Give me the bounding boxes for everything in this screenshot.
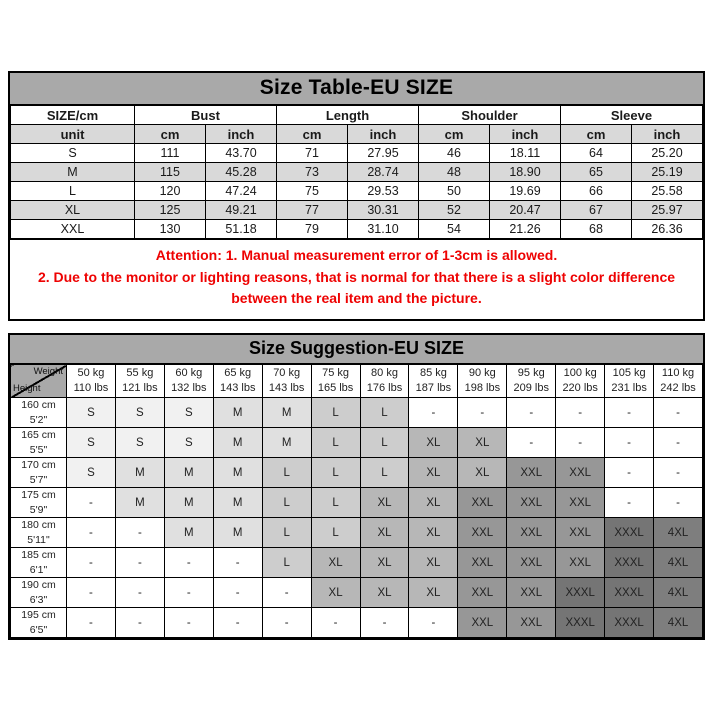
height-row-165cm — [11, 428, 703, 458]
height-label — [11, 488, 67, 518]
suggested-size-cell: - — [507, 398, 556, 428]
suggested-size-cell: L — [262, 458, 311, 488]
size-table — [10, 105, 703, 239]
suggested-size-cell: - — [67, 488, 116, 518]
height-cm: 180 cm — [21, 519, 56, 532]
height-cm: 175 cm — [21, 489, 56, 502]
suggested-size-cell: XXL — [556, 518, 605, 548]
weight-header-row — [11, 365, 703, 398]
suggested-size-cell: M — [213, 518, 262, 548]
measurement-cell: 65 — [561, 163, 632, 182]
suggested-size-cell: L — [311, 488, 360, 518]
size-label: M — [11, 163, 135, 182]
sleeve-header: Sleeve — [561, 106, 703, 125]
unit-cm: cm — [419, 125, 490, 144]
weight-height-corner — [11, 365, 67, 398]
weight-kg: 110 kg — [661, 367, 695, 380]
suggested-size-cell: - — [654, 488, 703, 518]
suggested-size-cell: XXL — [507, 488, 556, 518]
weight-header-cell — [654, 365, 703, 398]
suggested-size-cell: L — [311, 458, 360, 488]
measurement-cell: 54 — [419, 220, 490, 239]
suggested-size-cell: XXL — [458, 548, 507, 578]
suggested-size-cell: M — [164, 518, 213, 548]
suggested-size-cell: M — [115, 488, 164, 518]
height-row-195cm — [11, 608, 703, 638]
weight-lbs: 220 lbs — [562, 382, 598, 395]
measurement-cell: 25.20 — [632, 144, 703, 163]
suggested-size-cell: M — [164, 458, 213, 488]
weight-header-cell — [115, 365, 164, 398]
measurement-cell: 47.24 — [206, 182, 277, 201]
weight-lbs: 176 lbs — [366, 382, 403, 395]
attention-line-2: 2. Due to the monitor or lighting reasons, that is normal for that there is a slight color difference — [37, 268, 676, 285]
height-cm: 160 cm — [21, 399, 56, 412]
suggested-size-cell: XXL — [556, 458, 605, 488]
height-cm: 190 cm — [21, 579, 56, 592]
weight-kg: 65 kg — [224, 367, 252, 380]
suggested-size-cell: - — [654, 428, 703, 458]
height-row-180cm — [11, 518, 703, 548]
unit-inch: inch — [206, 125, 277, 144]
suggested-size-cell: XXL — [458, 488, 507, 518]
height-ft: 5'11" — [27, 533, 50, 546]
height-ft: 6'3" — [29, 593, 48, 606]
height-ft: 6'5" — [29, 623, 48, 636]
weight-header-cell — [213, 365, 262, 398]
size-suggestion-block — [8, 333, 705, 640]
unit-label: unit — [11, 125, 135, 144]
suggested-size-cell: - — [115, 608, 164, 638]
measurement-cell: 125 — [135, 201, 206, 220]
suggested-size-cell: S — [164, 398, 213, 428]
height-label — [11, 398, 67, 428]
attention-line-1: Attention: 1. Manual measurement error of 1-3cm is allowed. — [155, 247, 558, 263]
weight-lbs: 165 lbs — [317, 382, 354, 395]
suggested-size-cell: XL — [360, 578, 409, 608]
suggested-size-cell: XXL — [507, 518, 556, 548]
suggested-size-cell: - — [409, 398, 458, 428]
suggested-size-cell: - — [164, 578, 213, 608]
suggested-size-cell: M — [213, 458, 262, 488]
suggested-size-cell: M — [262, 428, 311, 458]
weight-header-cell — [262, 365, 311, 398]
weight-header-cell — [311, 365, 360, 398]
suggested-size-cell: - — [605, 398, 654, 428]
height-row-160cm — [11, 398, 703, 428]
measurement-cell: 18.11 — [490, 144, 561, 163]
attention-line-3: between the real item and the picture. — [231, 290, 482, 307]
measurement-cell: 130 — [135, 220, 206, 239]
weight-header-cell — [458, 365, 507, 398]
suggested-size-cell: M — [213, 488, 262, 518]
suggested-size-cell: XXXL — [556, 608, 605, 638]
height-ft: 5'5" — [29, 443, 48, 456]
measurement-cell: 26.36 — [632, 220, 703, 239]
suggested-size-cell: XL — [409, 488, 458, 518]
suggested-size-cell: XL — [311, 548, 360, 578]
weight-header-cell — [556, 365, 605, 398]
height-cm: 195 cm — [21, 609, 56, 622]
measurement-cell: 25.97 — [632, 201, 703, 220]
suggested-size-cell: - — [67, 518, 116, 548]
weight-kg: 75 kg — [322, 367, 350, 380]
size-row-xl — [11, 201, 703, 220]
height-ft: 5'9" — [29, 503, 48, 516]
suggested-size-cell: 4XL — [654, 518, 703, 548]
suggested-size-cell: L — [262, 488, 311, 518]
suggested-size-cell: L — [311, 518, 360, 548]
suggested-size-cell: 4XL — [654, 608, 703, 638]
weight-kg: 100 kg — [563, 367, 597, 380]
measurement-cell: 66 — [561, 182, 632, 201]
unit-inch: inch — [490, 125, 561, 144]
suggested-size-cell: XL — [409, 518, 458, 548]
suggested-size-cell: - — [262, 608, 311, 638]
measurement-cell: 120 — [135, 182, 206, 201]
height-row-170cm — [11, 458, 703, 488]
height-cm: 165 cm — [21, 429, 56, 442]
measurement-cell: 52 — [419, 201, 490, 220]
suggested-size-cell: L — [311, 398, 360, 428]
size-row-l — [11, 182, 703, 201]
size-suggestion-table — [10, 364, 703, 638]
size-table-block — [8, 71, 705, 321]
corner-height-label: Height — [13, 383, 41, 395]
measurement-cell: 28.74 — [348, 163, 419, 182]
measurement-cell: 51.18 — [206, 220, 277, 239]
attention-note — [10, 239, 703, 319]
weight-lbs: 198 lbs — [464, 382, 501, 395]
suggested-size-cell: XXXL — [605, 578, 654, 608]
suggested-size-cell: XXL — [507, 578, 556, 608]
suggested-size-cell: - — [67, 548, 116, 578]
unit-inch: inch — [348, 125, 419, 144]
size-table-title: Size Table-EU SIZE — [10, 73, 703, 105]
height-cm: 185 cm — [21, 549, 56, 562]
measurement-cell: 115 — [135, 163, 206, 182]
weight-header-cell — [67, 365, 116, 398]
measurement-cell: 73 — [277, 163, 348, 182]
suggested-size-cell: XXL — [458, 608, 507, 638]
weight-lbs: 231 lbs — [611, 382, 647, 395]
measurement-cell: 25.58 — [632, 182, 703, 201]
measurement-cell: 79 — [277, 220, 348, 239]
measurement-cell: 45.28 — [206, 163, 277, 182]
suggested-size-cell: - — [213, 578, 262, 608]
suggested-size-cell: - — [164, 608, 213, 638]
measurement-cell: 46 — [419, 144, 490, 163]
suggested-size-cell: XXL — [458, 518, 507, 548]
unit-cm: cm — [561, 125, 632, 144]
suggested-size-cell: S — [115, 398, 164, 428]
weight-kg: 85 kg — [419, 367, 447, 380]
suggested-size-cell: XL — [458, 428, 507, 458]
suggested-size-cell: - — [507, 428, 556, 458]
suggested-size-cell: L — [360, 398, 409, 428]
suggested-size-cell: - — [360, 608, 409, 638]
suggested-size-cell: XL — [409, 458, 458, 488]
measurement-cell: 31.10 — [348, 220, 419, 239]
suggested-size-cell: - — [262, 578, 311, 608]
height-label — [11, 428, 67, 458]
suggested-size-cell: XXL — [556, 488, 605, 518]
weight-kg: 95 kg — [517, 367, 545, 380]
measurement-cell: 50 — [419, 182, 490, 201]
shoulder-header: Shoulder — [419, 106, 561, 125]
suggested-size-cell: M — [213, 398, 262, 428]
suggested-size-cell: - — [115, 518, 164, 548]
length-header: Length — [277, 106, 419, 125]
suggested-size-cell: L — [360, 428, 409, 458]
size-row-m — [11, 163, 703, 182]
measurement-cell: 27.95 — [348, 144, 419, 163]
suggested-size-cell: - — [654, 458, 703, 488]
suggested-size-cell: XXXL — [605, 548, 654, 578]
suggested-size-cell: - — [556, 398, 605, 428]
suggested-size-cell: XXL — [458, 578, 507, 608]
height-ft: 6'1" — [29, 563, 48, 576]
suggested-size-cell: - — [115, 548, 164, 578]
weight-kg: 90 kg — [468, 367, 496, 380]
measurement-cell: 43.70 — [206, 144, 277, 163]
measurement-cell: 49.21 — [206, 201, 277, 220]
suggested-size-cell: XXL — [507, 458, 556, 488]
suggested-size-cell: - — [605, 428, 654, 458]
weight-lbs: 110 lbs — [73, 382, 109, 395]
suggested-size-cell: S — [115, 428, 164, 458]
weight-kg: 60 kg — [175, 367, 203, 380]
weight-kg: 50 kg — [77, 367, 105, 380]
weight-lbs: 121 lbs — [122, 382, 158, 395]
size-label: S — [11, 144, 135, 163]
weight-lbs: 209 lbs — [513, 382, 549, 395]
measurement-cell: 20.47 — [490, 201, 561, 220]
suggested-size-cell: M — [164, 488, 213, 518]
suggested-size-cell: - — [409, 608, 458, 638]
suggested-size-cell: XL — [458, 458, 507, 488]
weight-header-cell — [164, 365, 213, 398]
measurement-cell: 29.53 — [348, 182, 419, 201]
measurement-cell: 111 — [135, 144, 206, 163]
weight-lbs: 242 lbs — [660, 382, 696, 395]
height-label — [11, 548, 67, 578]
suggested-size-cell: - — [213, 608, 262, 638]
suggested-size-cell: - — [67, 608, 116, 638]
measurement-cell: 75 — [277, 182, 348, 201]
suggested-size-cell: XL — [311, 578, 360, 608]
height-row-175cm — [11, 488, 703, 518]
suggested-size-cell: S — [67, 398, 116, 428]
suggested-size-cell: S — [67, 428, 116, 458]
weight-header-cell — [409, 365, 458, 398]
measurement-cell: 21.26 — [490, 220, 561, 239]
weight-kg: 80 kg — [371, 367, 398, 380]
weight-header-cell — [360, 365, 409, 398]
height-row-185cm — [11, 548, 703, 578]
size-label: L — [11, 182, 135, 201]
measurement-cell: 25.19 — [632, 163, 703, 182]
suggested-size-cell: XL — [360, 518, 409, 548]
unit-cm: cm — [277, 125, 348, 144]
suggested-size-cell: - — [654, 398, 703, 428]
suggested-size-cell: - — [164, 548, 213, 578]
weight-lbs: 132 lbs — [171, 382, 207, 395]
size-label: XL — [11, 201, 135, 220]
height-ft: 5'7" — [29, 473, 48, 486]
suggested-size-cell: L — [262, 548, 311, 578]
weight-kg: 105 kg — [612, 367, 646, 380]
suggested-size-cell: 4XL — [654, 548, 703, 578]
height-row-190cm — [11, 578, 703, 608]
suggested-size-cell: - — [67, 578, 116, 608]
weight-lbs: 187 lbs — [415, 382, 452, 395]
size-table-group-header-row — [11, 106, 703, 125]
suggested-size-cell: L — [360, 458, 409, 488]
suggested-size-cell: L — [311, 428, 360, 458]
suggested-size-cell: XL — [409, 578, 458, 608]
size-row-xxl — [11, 220, 703, 239]
suggested-size-cell: - — [311, 608, 360, 638]
size-label: XXL — [11, 220, 135, 239]
measurement-cell: 30.31 — [348, 201, 419, 220]
measurement-cell: 67 — [561, 201, 632, 220]
suggested-size-cell: S — [164, 428, 213, 458]
measurement-cell: 18.90 — [490, 163, 561, 182]
unit-inch: inch — [632, 125, 703, 144]
size-suggestion-title: Size Suggestion-EU SIZE — [10, 335, 703, 364]
unit-cm: cm — [135, 125, 206, 144]
height-ft: 5'2" — [29, 413, 48, 426]
suggested-size-cell: S — [67, 458, 116, 488]
size-table-unit-row — [11, 125, 703, 144]
suggested-size-cell: XL — [409, 548, 458, 578]
suggested-size-cell: M — [213, 428, 262, 458]
suggested-size-cell: XXXL — [605, 608, 654, 638]
suggested-size-cell: XXXL — [605, 518, 654, 548]
suggested-size-cell: XXXL — [556, 578, 605, 608]
suggested-size-cell: XXL — [507, 608, 556, 638]
suggested-size-cell: - — [458, 398, 507, 428]
suggested-size-cell: XXL — [556, 548, 605, 578]
weight-lbs: 143 lbs — [219, 382, 256, 395]
suggested-size-cell: - — [605, 458, 654, 488]
suggested-size-cell: - — [556, 428, 605, 458]
suggested-size-cell: - — [605, 488, 654, 518]
corner-weight-label: Weight — [33, 366, 63, 378]
measurement-cell: 68 — [561, 220, 632, 239]
suggested-size-cell: 4XL — [654, 578, 703, 608]
weight-kg: 70 kg — [273, 367, 301, 380]
size-row-s — [11, 144, 703, 163]
measurement-cell: 77 — [277, 201, 348, 220]
size-col-header: SIZE/cm — [11, 106, 135, 125]
suggested-size-cell: - — [213, 548, 262, 578]
weight-header-cell — [507, 365, 556, 398]
suggested-size-cell: XL — [360, 548, 409, 578]
weight-lbs: 143 lbs — [268, 382, 305, 395]
suggested-size-cell: M — [262, 398, 311, 428]
suggested-size-cell: XL — [360, 488, 409, 518]
measurement-cell: 19.69 — [490, 182, 561, 201]
suggested-size-cell: L — [262, 518, 311, 548]
height-label — [11, 518, 67, 548]
suggested-size-cell: XL — [409, 428, 458, 458]
bust-header: Bust — [135, 106, 277, 125]
measurement-cell: 71 — [277, 144, 348, 163]
height-label — [11, 458, 67, 488]
weight-kg: 55 kg — [126, 367, 154, 380]
suggested-size-cell: M — [115, 458, 164, 488]
height-label — [11, 578, 67, 608]
measurement-cell: 48 — [419, 163, 490, 182]
suggested-size-cell: XXL — [507, 548, 556, 578]
measurement-cell: 64 — [561, 144, 632, 163]
suggested-size-cell: - — [115, 578, 164, 608]
height-label — [11, 608, 67, 638]
height-cm: 170 cm — [21, 459, 56, 472]
weight-header-cell — [605, 365, 654, 398]
